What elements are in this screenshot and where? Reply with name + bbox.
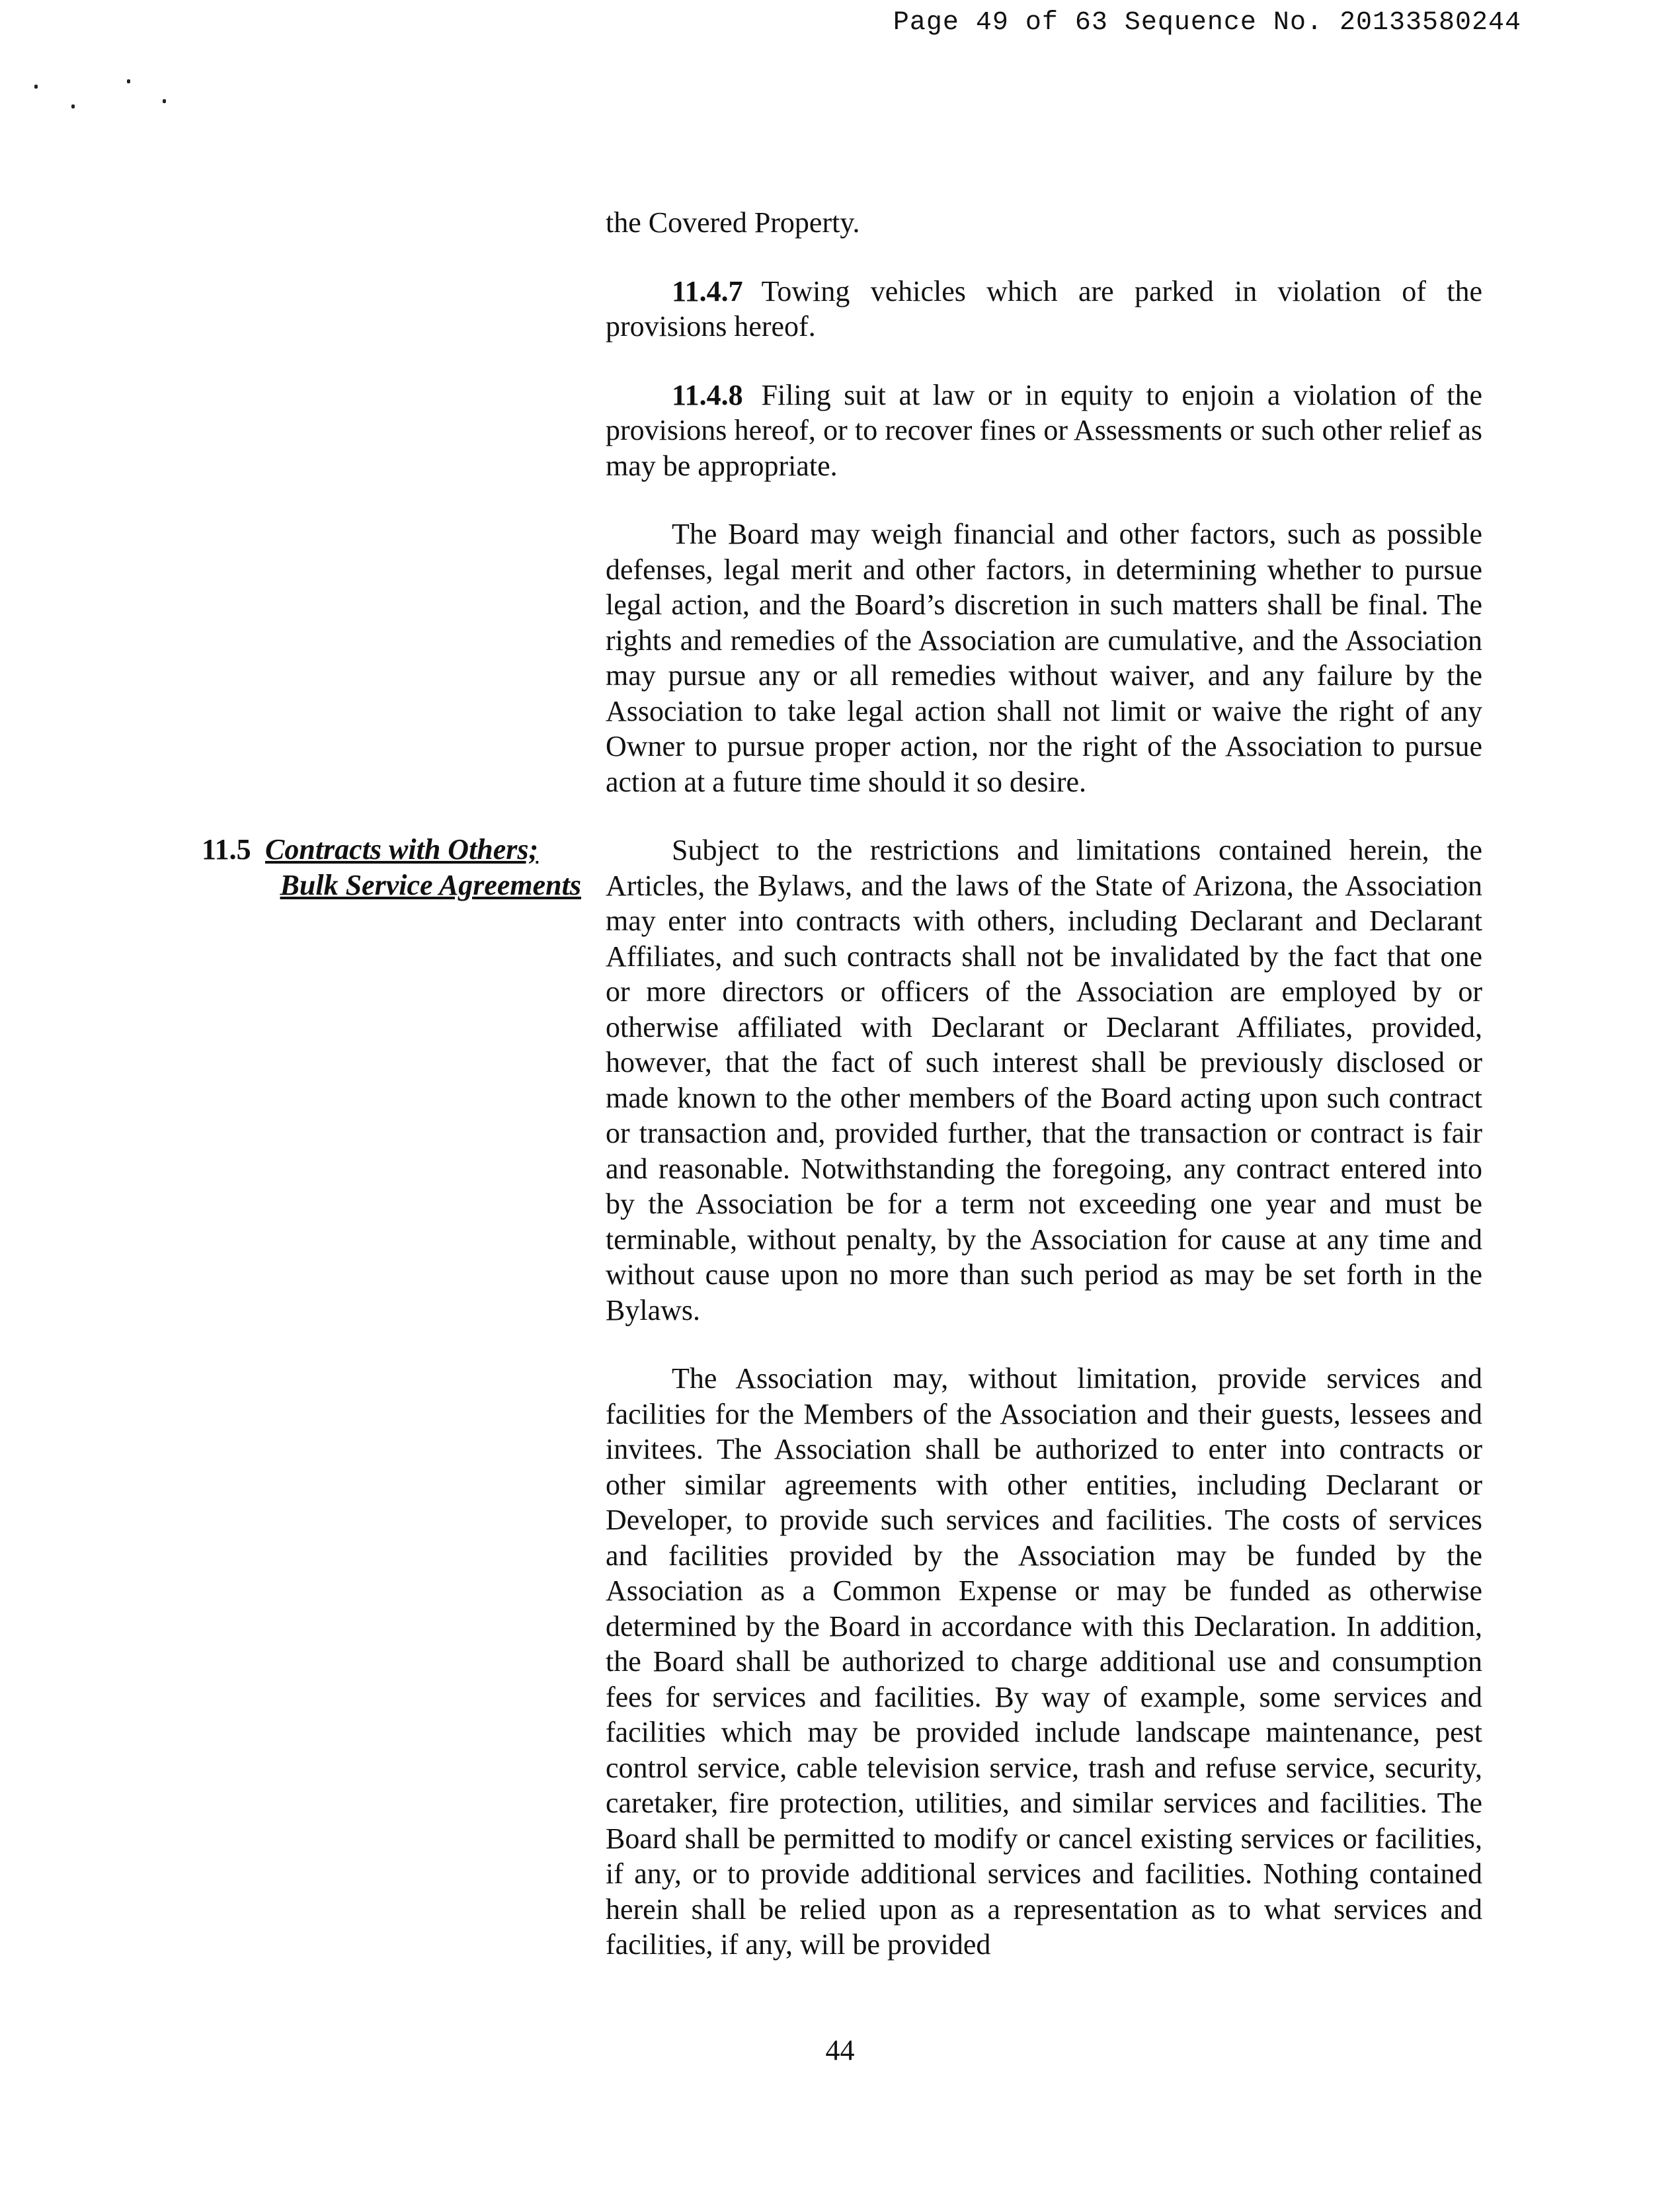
section-title-line-1: Contracts with Others; (265, 833, 539, 866)
section-heading-11-5 (202, 832, 581, 903)
contracts-paragraph: Subject to the restrictions and limitations contained herein, the Articles, the Bylaws, and the laws of the State of Arizona, the Association may enter into contracts with others, including Declarant and Declarant Affiliates, and such contracts shall not be invalidated by the fact that one or more directors or officers of the Association are employed by or otherwise affiliated with Declarant or Declarant Affiliates, provided, however, that the fact of such interest shall be previously disclosed or made known to the other members of the Board acting upon such contract or transaction and, provided further, that the transaction or contract is fair and reasonable. Notwithstanding the foregoing, any contract entered into by the Association be for a term not exceeding one year and must be terminable, without penalty, by the Association for cause at any time and without cause upon no more than such period as may be set forth in the Bylaws. (606, 834, 1482, 1326)
document-body (606, 205, 1482, 1963)
page-number: 44 (825, 2034, 855, 2066)
section-heading-line-1 (202, 832, 581, 868)
scan-speck (163, 99, 166, 103)
services-paragraph: The Association may, without limitation, provide services and facilities for the Members of the Association and their guests, lessees and invitees. The Association shall be authorized to enter into contracts or other similar agreements with other entities, including Declarant or Developer, to provide such services and facilities. The costs of services and facilities provided by the Association may be funded by the Association as a Common Expense or may be funded as otherwise determined by the Board in accordance with this Declaration. In addition, the Board shall be authorized to charge additional use and consumption fees for services and facilities. By way of example, some services and facilities which may be provided include landscape maintenance, pest control service, cable television service, trash and refuse service, security, caretaker, fire protection, utilities, and similar services and facilities. The Board shall be permitted to modify or cancel existing services or facilities, if any, or to provide additional services and facilities. Nothing contained herein shall be relied upon as a representation as to what services and facilities, if any, will be provided (606, 1362, 1482, 1961)
continued-text: the Covered Property. (606, 206, 860, 239)
item-text: Filing suit at law or in equity to enjoin a violation of the provisions hereof, or to recover fines or Assessments or such other relief as may be appropriate. (606, 378, 1482, 482)
scan-speck (71, 104, 75, 108)
item-number: 11.4.8 (672, 378, 743, 411)
item-number: 11.4.7 (672, 274, 743, 307)
item-11-4-7 (606, 274, 1482, 345)
item-11-4-8 (606, 378, 1482, 484)
board-discretion-paragraph: The Board may weigh financial and other factors, such as possible defenses, legal merit and other factors, in determining whether to pursue legal action, and the Board’s discretion in such matters shall be final. The rights and remedies of the Association are cumulative, and the Association may pursue any or all remedies without waiver, and any failure by the Association to take legal action shall not limit or waive the right of any Owner to pursue proper action, nor the right of the Association to pursue action at a future time should it so desire. (606, 518, 1482, 798)
scan-speck (34, 85, 38, 89)
section-number: 11.5 (202, 833, 251, 866)
scan-specks (34, 79, 186, 119)
item-text: Towing vehicles which are parked in violation of the provisions hereof. (606, 274, 1482, 343)
section-heading-line-2 (202, 868, 581, 903)
page-sequence-header: Page 49 of 63 Sequence No. 20133580244 (893, 8, 1521, 38)
section-title-line-2: Bulk Service Agreements (280, 868, 581, 901)
scan-speck (127, 79, 130, 83)
